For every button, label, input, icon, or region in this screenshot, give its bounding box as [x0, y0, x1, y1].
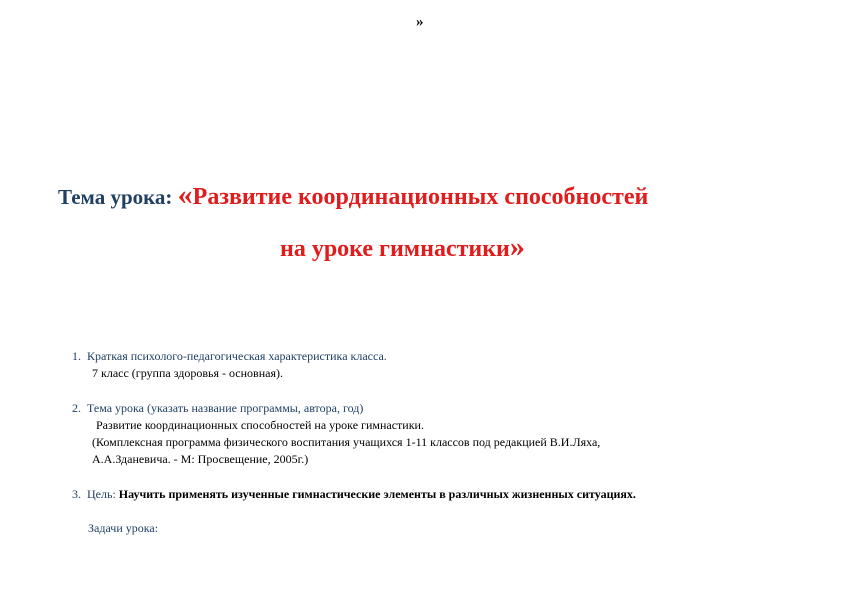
list-item-3 [72, 487, 636, 502]
item-number: 2. [72, 401, 81, 415]
item-heading: Цель: [87, 487, 116, 501]
item-number: 1. [72, 349, 81, 363]
item-2-program: (Комплексная программа физического воспитания учащихся 1-11 классов под редакцией В.И.Ляха, [92, 435, 601, 449]
list-item-2 [72, 401, 363, 416]
item-number: 3. [72, 487, 81, 501]
lesson-title-line1 [58, 178, 649, 211]
title-text-line2: на уроке гимнастики [280, 236, 510, 262]
title-close-quote: » [509, 230, 525, 263]
title-open-quote: « [177, 178, 193, 211]
item-heading: Краткая психолого-педагогическая характеристика класса. [87, 349, 387, 363]
item-2-publisher: А.А.Зданевича. - М: Просвещение, 2005г.) [92, 452, 309, 466]
goal-text: Научить применять изученные гимнастические элементы в различных жизненных ситуациях. [118, 487, 636, 501]
top-quote-mark: » [416, 14, 424, 30]
tasks-label: Задачи урока: [88, 521, 159, 535]
title-prefix: Тема урока: [58, 185, 178, 209]
item-heading: Тема урока (указать название программы, автора, год) [87, 401, 364, 415]
list-item-1 [72, 349, 387, 364]
lesson-title-line2 [280, 230, 525, 263]
item-1-detail: 7 класс (группа здоровья - основная). [92, 366, 283, 380]
title-text-line1: Развитие координационных способностей [192, 184, 649, 210]
item-2-topic: Развитие координационных способностей на уроке гимнастики. [96, 418, 424, 432]
